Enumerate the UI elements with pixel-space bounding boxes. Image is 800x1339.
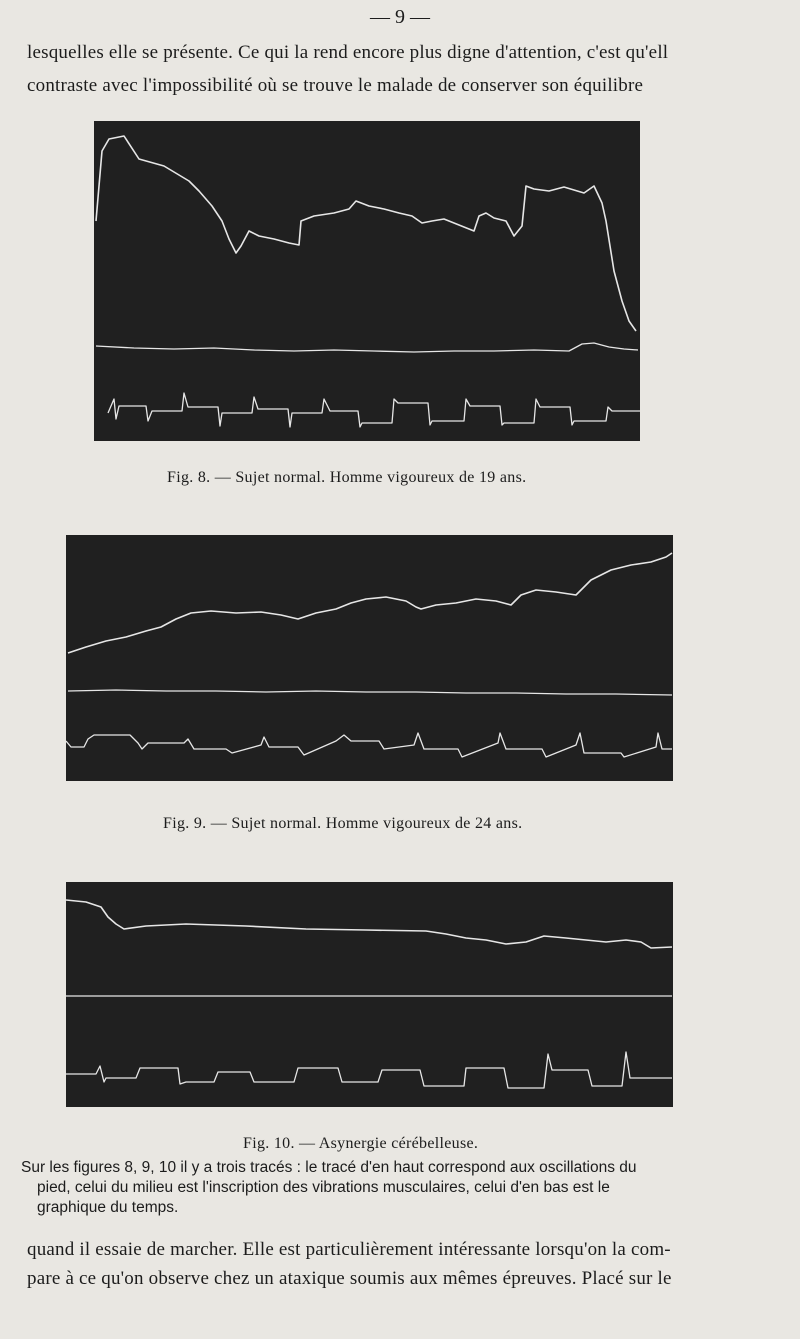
foot-oscillation-trace (68, 553, 672, 653)
muscle-vibration-trace (96, 343, 638, 352)
figure-note (21, 1158, 721, 1218)
body-text-line: quand il essaie de marcher. Elle est particulièrement intéressante lorsqu'on la com- (27, 1239, 671, 1260)
foot-oscillation-trace (66, 900, 672, 948)
body-text-line: pare à ce qu'on observe chez un ataxique soumis aux mêmes épreuves. Placé sur le (27, 1268, 672, 1289)
body-text-line: lesquelles elle se présente. Ce qui la rend encore plus digne d'attention, c'est qu'ell (27, 42, 669, 63)
note-line: graphique du temps. (37, 1199, 179, 1216)
muscle-vibration-trace (68, 690, 672, 695)
time-trace (66, 733, 672, 757)
figure-8-plate (94, 121, 640, 441)
figure-9-caption: Fig. 9. — Sujet normal. Homme vigoureux de 24 ans. (163, 815, 523, 832)
note-line: pied, celui du milieu est l'inscription des vibrations musculaires, celui d'en bas est le (37, 1179, 610, 1196)
time-trace (108, 393, 640, 427)
foot-oscillation-trace (96, 136, 636, 331)
figure-8-caption: Fig. 8. — Sujet normal. Homme vigoureux de 19 ans. (167, 469, 527, 486)
time-trace (66, 1052, 672, 1088)
figure-9-plate (66, 535, 673, 781)
figure-10-plate (66, 882, 673, 1107)
note-line: Sur les figures 8, 9, 10 il y a trois tracés : le tracé d'en haut correspond aux oscillations du (21, 1159, 637, 1176)
page-number: — 9 — (370, 6, 430, 28)
body-text-line: contraste avec l'impossibilité où se trouve le malade de conserver son équilibre (27, 75, 644, 96)
figure-10-caption: Fig. 10. — Asynergie cérébelleuse. (243, 1135, 479, 1152)
